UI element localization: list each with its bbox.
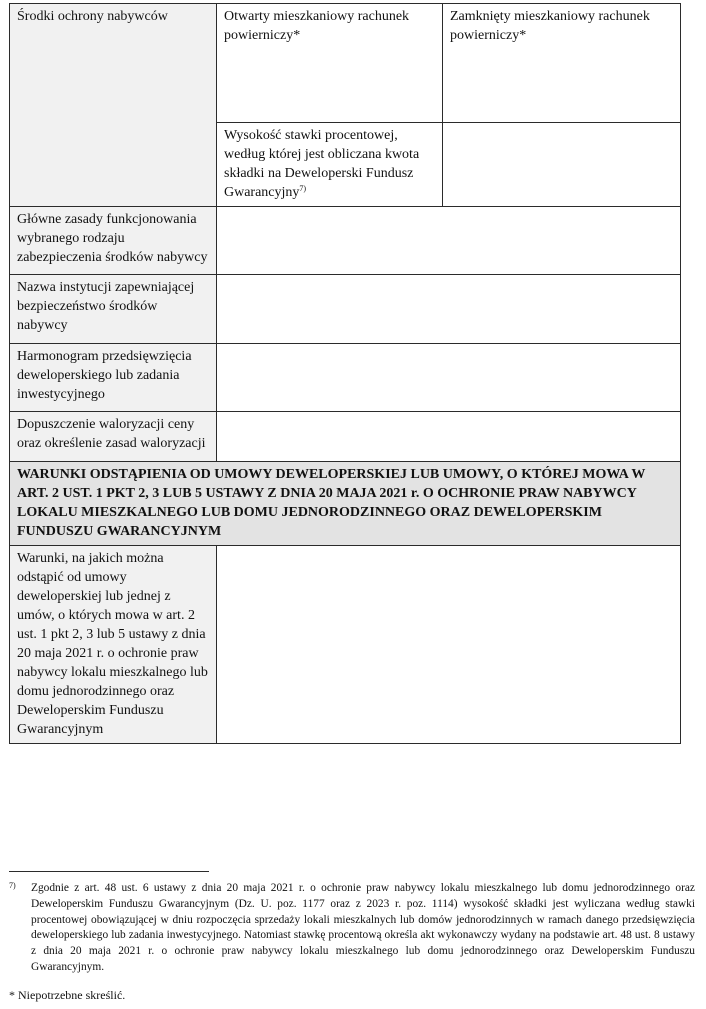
withdrawal-conditions-heading: WARUNKI ODSTĄPIENIA OD UMOWY DEWELOPERSKIEJ LUB UMOWY, O KTÓREJ MOWA W ART. 2 UST. 1 PKT 2, 3 LUB 5 USTAWY Z DNIA 20 MAJA 2021 r. O OCHRONIE PRAW NABYWCY LOKALU MIESZKALNEGO LUB DOMU JEDNORODZINNEGO ORAZ DEWELOPERSKIM FUNDUSZU GWARANCYJNYM [10,462,681,546]
open-escrow-account-option: Otwarty mieszkaniowy rachunek powierniczy* [217,4,443,123]
footnote-text: Zgodnie z art. 48 ust. 6 ustawy z dnia 20 maja 2021 r. o ochronie praw nabywcy lokalu mieszkalnego lub domu jednorodzinnego oraz Deweloperskim Funduszu Gwarancyjnym (Dz. U. poz. 1177 oraz z 2023 r. poz. 1114) wysokość składki jest wyliczana według stawki procentowej obowiązującej w dniu rozpoczęcia sprzedaży lokali mieszkalnych lub domów jednorodzinnych w ramach danego przedsięwzięcia deweloperskiego lub zadania inwestycyjnego. Natomiast stawkę procentową określa akt wykonawczy wydany na podstawie art. 48 ust. 8 ustawy z dnia 20 maja 2021 r. o ochronie praw nabywcy lokalu mieszkalnego lub domu jednorodzinnego oraz Deweloperskim Funduszu Gwarancyjnym. [31,882,695,973]
project-schedule-value [217,344,681,412]
buyer-protection-table [9,3,681,744]
securing-institution-label: Nazwa instytucji zapewniającej bezpieczeństwo środków nabywcy [10,275,217,344]
security-principles-value [217,207,681,275]
contribution-rate-label: Wysokość stawki procentowej, według której jest obliczana kwota składki na Deweloperski Fundusz Gwarancyjny$^{7)}$ [217,123,443,207]
closed-escrow-account-option: Zamknięty mieszkaniowy rachunek powierniczy* [443,4,681,123]
footnote [9,881,695,976]
security-principles-label: Główne zasady funkcjonowania wybranego rodzaju zabezpieczenia środków nabywcy [10,207,217,275]
footnote-separator [9,871,209,872]
securing-institution-value [217,275,681,344]
price-valorization-label: Dopuszczenie waloryzacji ceny oraz określenie zasad waloryzacji [10,412,217,462]
asterisk-note: * Niepotrzebne skreślić. [9,988,126,1002]
contribution-rate-value [443,123,681,207]
project-schedule-label: Harmonogram przedsięwzięcia deweloperskiego lub zadania inwestycyjnego [10,344,217,412]
withdrawal-conditions-value [217,546,681,744]
withdrawal-conditions-label: Warunki, na jakich można odstąpić od umowy deweloperskiej lub jednej z umów, o których mowa w art. 2 ust. 1 pkt 2, 3 lub 5 ustawy z dnia 20 maja 2021 r. o ochronie praw nabywcy lokalu mieszkalnego lub domu jednorodzinnego oraz Deweloperskim Funduszu Gwarancyjnym [10,546,217,744]
buyer-protection-label: Środki ochrony nabywców [10,4,217,207]
footnote-reference: 7) [299,184,307,193]
footnote-number: 7) [9,881,16,890]
price-valorization-value [217,412,681,462]
